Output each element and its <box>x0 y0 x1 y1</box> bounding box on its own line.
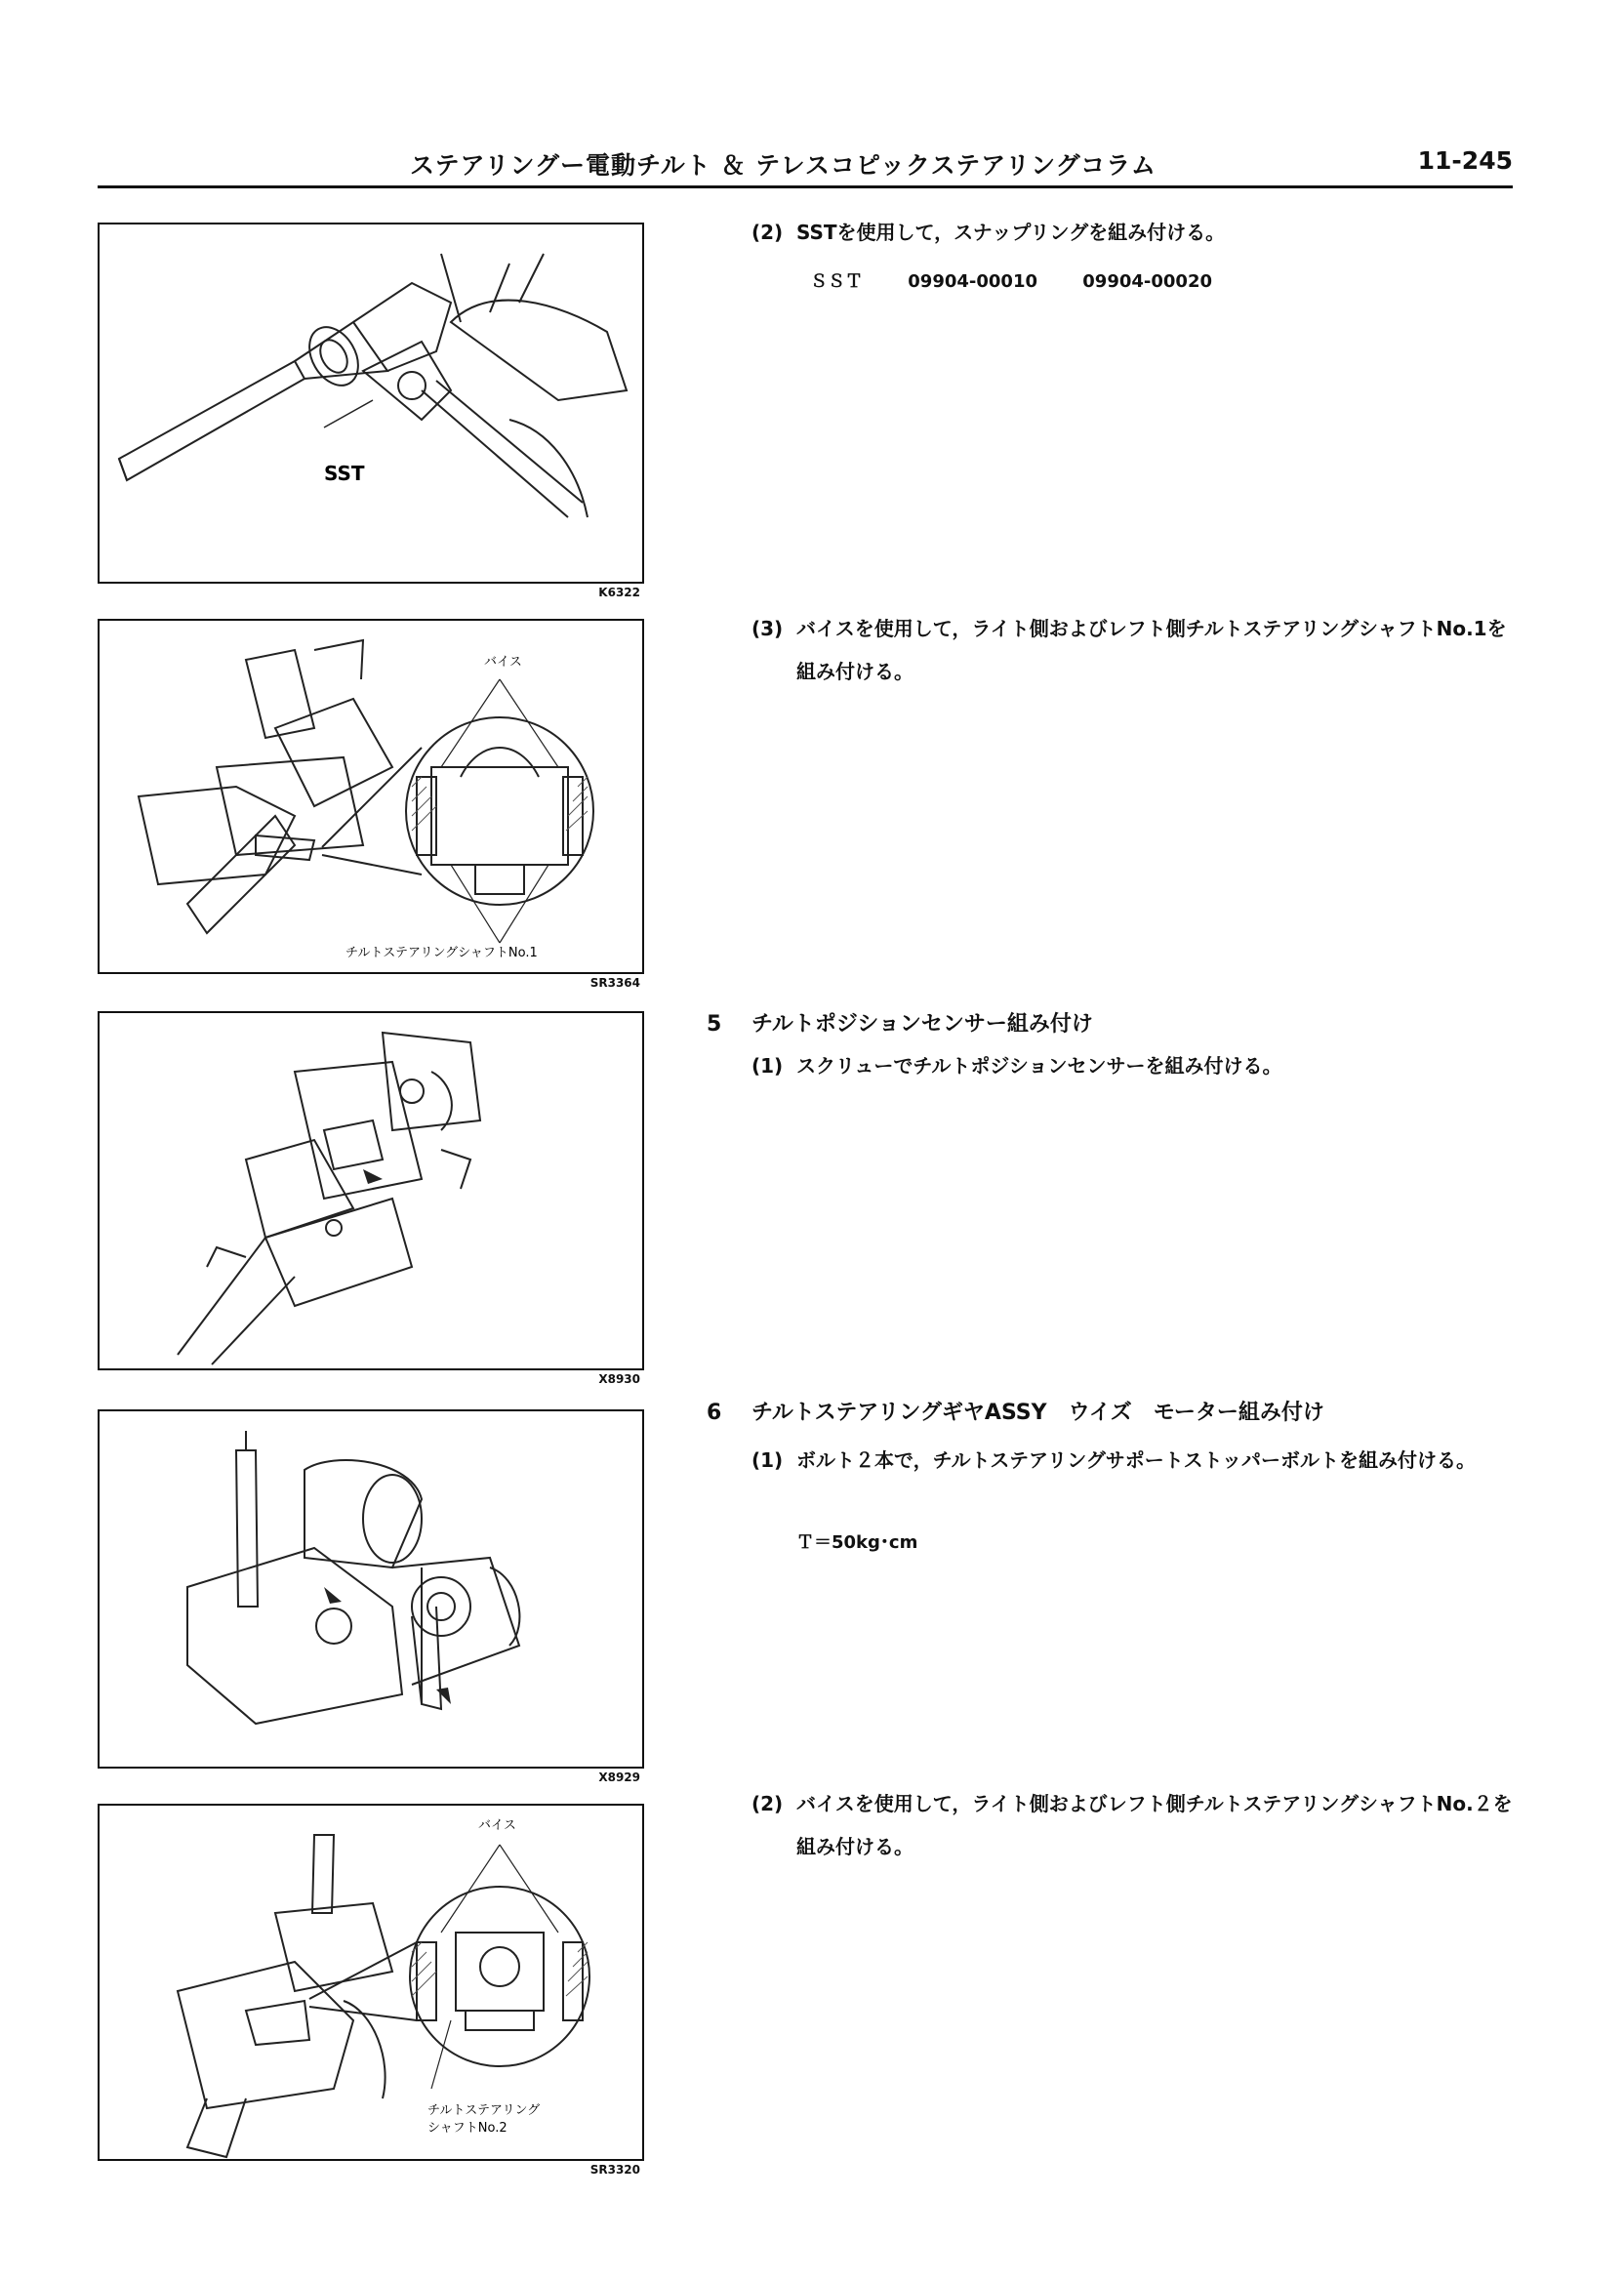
section-title: チルトポジションセンサー組み付け <box>751 1012 1093 1037</box>
step-number: (2) <box>751 1792 784 1815</box>
sst-label: ＳＳＴ <box>810 271 863 292</box>
page-header <box>98 144 1513 188</box>
callout-shaft-no2-line2: シャフトNo.2 <box>427 2121 508 2136</box>
step-text: ボルト２本で，チルトステアリングサポートストッパーボルトを組み付ける。 <box>796 1448 1476 1472</box>
step-number: (3) <box>751 617 784 640</box>
callout-shaft-no2-line1: チルトステアリング <box>427 2103 541 2118</box>
sst-code-1: 09904-00010 <box>908 271 1037 292</box>
section-5-heading <box>707 1007 1513 1038</box>
sst-code-2: 09904-00020 <box>1082 271 1212 292</box>
section-title: チルトステアリングギヤASSY ウイズ モーター組み付け <box>751 1401 1324 1425</box>
section-number: 6 <box>707 1401 722 1425</box>
sst-spec <box>810 267 1251 293</box>
figure-tilt-position-sensor <box>98 1011 644 1370</box>
page-number: 11-245 <box>1417 146 1513 175</box>
step-number: (2) <box>751 221 784 244</box>
figure-tilt-gear-motor <box>98 1409 644 1769</box>
figure-code: SR3320 <box>589 2163 640 2177</box>
figure-vise-shaft-no1 <box>98 619 644 974</box>
step-number: (1) <box>751 1448 784 1472</box>
step-text: バイスを使用して，ライト側およびレフト側チルトステアリングシャフトNo.２を組み付ける。 <box>796 1792 1513 1858</box>
section-number: 5 <box>707 1012 722 1037</box>
illustration-tilt-position-sensor <box>100 1013 642 1368</box>
callout-vise: バイス <box>478 1818 516 1833</box>
step-text: バイスを使用して，ライト側およびレフト側チルトステアリングシャフトNo.1を組み付ける。 <box>796 617 1507 683</box>
illustration-tilt-gear-motor <box>100 1411 642 1767</box>
section-6-heading <box>707 1396 1513 1426</box>
illustration-snap-ring <box>100 224 642 582</box>
step-text: SSTを使用して，スナップリングを組み付ける。 <box>796 221 1226 244</box>
illustration-vise-shaft-no1 <box>100 621 642 972</box>
step-text: スクリューでチルトポジションセンサーを組み付ける。 <box>796 1054 1282 1078</box>
header-title: ステアリングー電動チルト ＆ テレスコピックステアリングコラム <box>410 151 1157 180</box>
torque-spec: Ｔ＝50kg･cm <box>796 1532 918 1553</box>
figure-vise-shaft-no2 <box>98 1804 644 2161</box>
figure-sst-snap-ring <box>98 223 644 584</box>
callout-sst: SST <box>324 462 365 485</box>
figure-code: SR3364 <box>589 976 640 990</box>
callout-vise: バイス <box>484 655 522 670</box>
figure-code: K6322 <box>598 586 640 599</box>
callout-shaft-no1: チルトステアリングシャフトNo.1 <box>345 946 538 960</box>
step-number: (1) <box>751 1054 784 1078</box>
figure-code: X8930 <box>598 1372 640 1386</box>
illustration-vise-shaft-no2 <box>100 1806 642 2159</box>
figure-code: X8929 <box>598 1771 640 1784</box>
